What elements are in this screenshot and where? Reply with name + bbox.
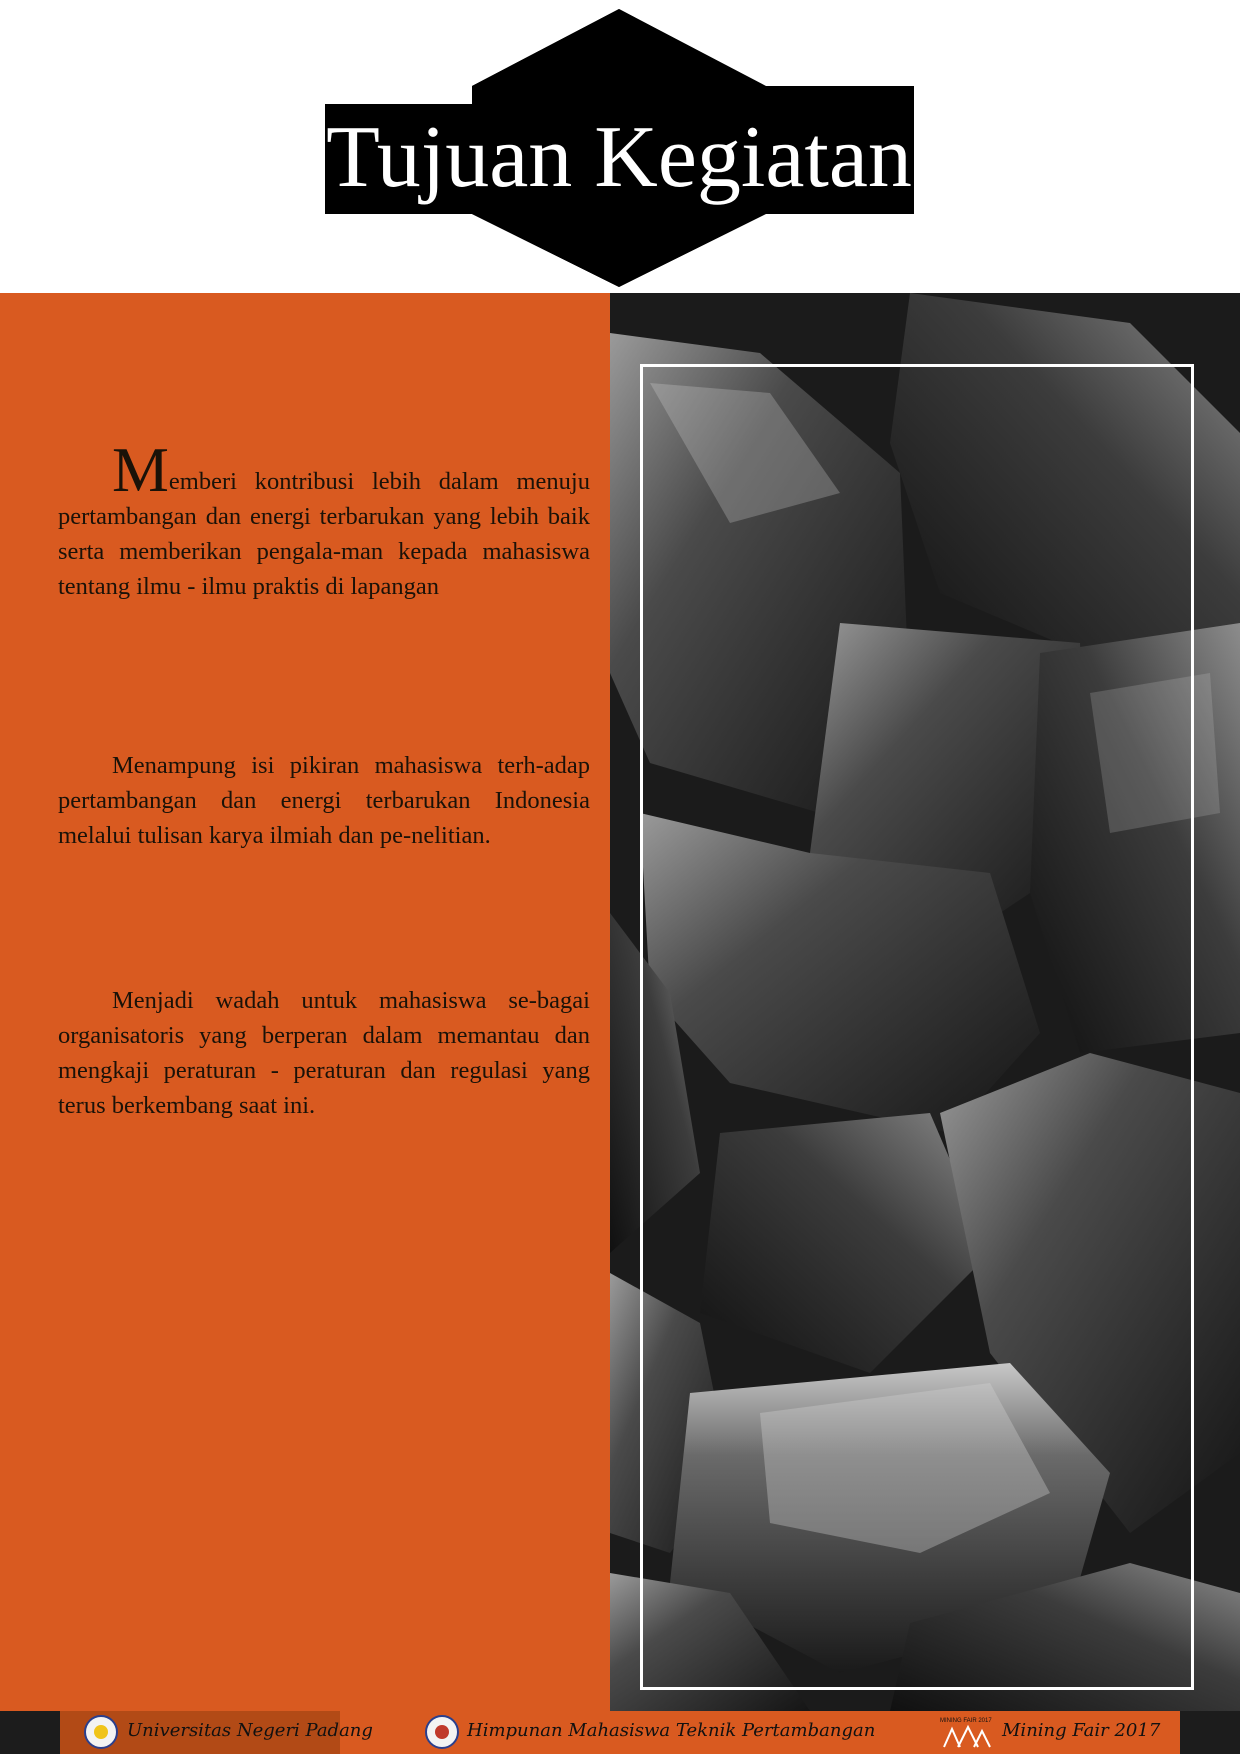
photo-white-frame — [640, 364, 1194, 1690]
dropcap-letter: M — [112, 434, 169, 505]
unp-logo-icon — [84, 1715, 118, 1749]
footer-association: Himpunan Mahasiswa Teknik Pertambangan — [467, 1720, 876, 1741]
objective-paragraph-2: Menampung isi pikiran mahasiswa terh-adap pertambangan dan energi terbarukan Indonesia melalui tulisan karya ilmiah dan pe-nelitian. — [58, 752, 590, 849]
page-header — [0, 0, 1240, 293]
objective-paragraph-3: Menjadi wadah untuk mahasiswa se-bagai organisatoris yang berperan dalam memantau dan mengkaji peraturan - peraturan dan regulasi yang terus berkembang saat ini. — [58, 987, 590, 1119]
mining-fair-logo-icon — [938, 1713, 994, 1751]
footer-event: Mining Fair 2017 — [1002, 1720, 1161, 1741]
hmtp-logo-icon — [425, 1715, 459, 1749]
paragraph-text: emberi kontribusi lebih dalam menuju pertambangan dan energi terbarukan yang lebih baik serta memberikan pengala-man kepada mahasiswa tentang ilmu - ilmu praktis di lapangan — [58, 468, 590, 600]
page-title: Tujuan Kegiatan — [326, 109, 912, 206]
svg-text:MINING FAIR 2017: MINING FAIR 2017 — [940, 1718, 992, 1724]
footer-university: Universitas Negeri Padang — [127, 1720, 373, 1741]
objective-paragraph-1 — [58, 434, 590, 604]
